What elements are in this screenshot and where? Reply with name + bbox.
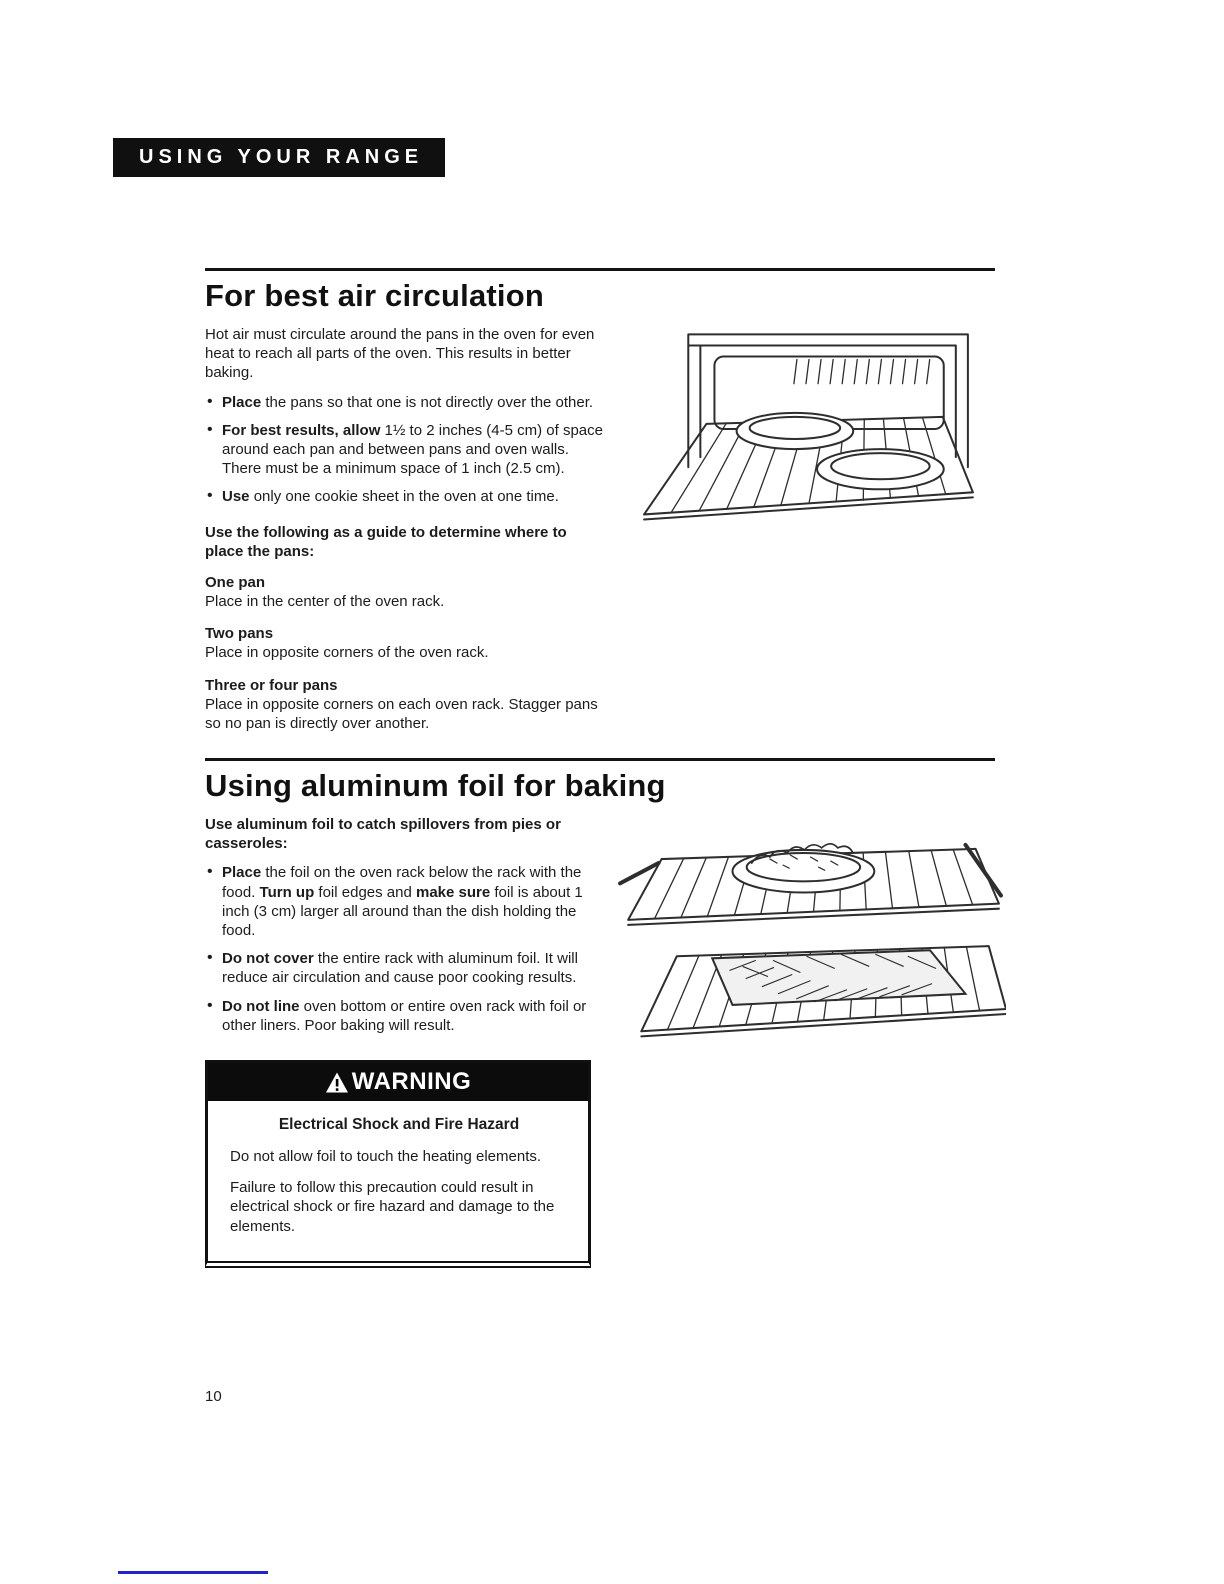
warning-icon xyxy=(325,1071,349,1094)
placement-three-four-pans: Three or four pans Place in opposite corners on each oven rack. Stagger pans so no pan is directly over another. xyxy=(205,676,598,732)
section-divider xyxy=(205,758,995,761)
bullet-item: • Place the pans so that one is not directly over the other. xyxy=(205,393,605,412)
bullet-list xyxy=(205,393,605,507)
scan-artifact-line xyxy=(118,1571,268,1574)
placement-two-pans: Two pans Place in opposite corners of the oven rack. xyxy=(205,625,489,662)
warning-paragraph: Do not allow foil to touch the heating elements. xyxy=(230,1148,542,1166)
section-title: For best air circulation xyxy=(205,278,544,313)
bullet-item: • Do not cover the entire rack with aluminum foil. It will reduce air circulation and cause poor cooking results. xyxy=(205,949,605,987)
page-number: 10 xyxy=(205,1388,222,1405)
warning-header xyxy=(208,1063,588,1101)
page-section-banner: USING YOUR RANGE xyxy=(113,138,445,177)
section-intro: Use aluminum foil to catch spillovers from pies or casseroles: xyxy=(205,816,561,853)
guide-heading: Use the following as a guide to determine where to place the pans: xyxy=(205,523,567,560)
section-text-column xyxy=(205,325,605,733)
warning-paragraph: Failure to follow this precaution could result in electrical shock or fire hazard and damage to the elements. xyxy=(230,1178,555,1235)
foil-rack-illustration xyxy=(616,806,1006,1065)
warning-box xyxy=(205,1060,591,1268)
section-intro: Hot air must circulate around the pans in the oven for even heat to reach all parts of the oven. This results in better baking. xyxy=(205,326,595,382)
bullet-item: • Do not line oven bottom or entire oven rack with foil or other liners. Poor baking will result. xyxy=(205,997,605,1035)
section-text-column xyxy=(205,815,605,1035)
warning-body xyxy=(208,1101,588,1261)
bullet-list xyxy=(205,863,605,1035)
bullet-item: • Place the foil on the oven rack below the rack with the food. Turn up foil edges and make sure foil is about 1 inch (3 cm) larger all around than the dish holding the food. xyxy=(205,863,605,940)
section-title: Using aluminum foil for baking xyxy=(205,768,666,803)
oven-rack-illustration xyxy=(636,328,988,551)
bullet-item: • For best results, allow 1½ to 2 inches (4-5 cm) of space around each pan and between pans and oven walls. There must be a minimum space of 1 inch (2.5 cm). xyxy=(205,421,605,479)
warning-header-label: WARNING xyxy=(351,1068,472,1095)
section-divider xyxy=(205,268,995,271)
bullet-item: • Use only one cookie sheet in the oven at one time. xyxy=(205,487,605,506)
placement-one-pan: One pan Place in the center of the oven rack. xyxy=(205,573,445,611)
warning-title: Electrical Shock and Fire Hazard xyxy=(278,1116,520,1133)
